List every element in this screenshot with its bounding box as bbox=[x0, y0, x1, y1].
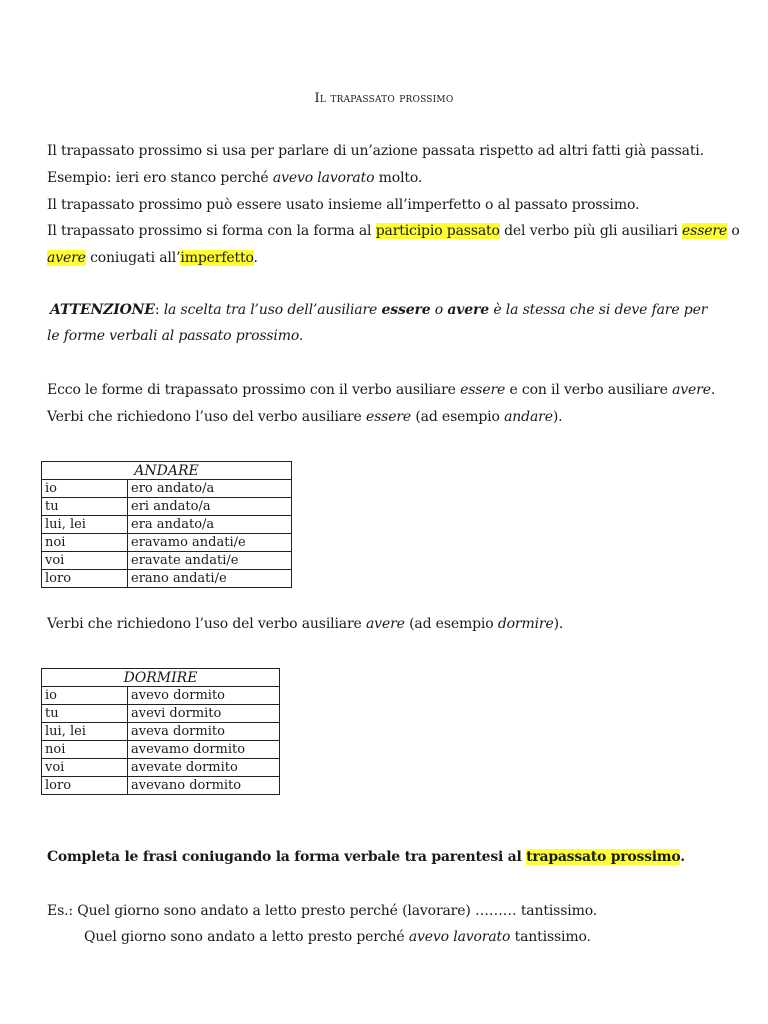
table-row: loro avevano dormito bbox=[42, 777, 280, 795]
andare-table bbox=[41, 461, 292, 588]
intro-line-1: Il trapassato prossimo si usa per parlare di un’azione passata rispetto ad altri fatti già passati. bbox=[47, 143, 704, 159]
table-row: tu avevi dormito bbox=[42, 705, 280, 723]
table-row: io avevo dormito bbox=[42, 687, 280, 705]
intro-line-3: Il trapassato prossimo può essere usato insieme all’imperfetto o al passato prossimo. bbox=[47, 197, 640, 213]
highlight-essere: essere bbox=[682, 223, 728, 239]
andare-table-header: ANDARE bbox=[42, 462, 292, 480]
table-row: loro erano andati/e bbox=[42, 570, 292, 588]
table-row: tu eri andato/a bbox=[42, 498, 292, 516]
exercise-instruction: Completa le frasi coniugando la forma verbale tra parentesi al trapassato prossimo. bbox=[47, 849, 685, 865]
highlight-trapassato: trapassato prossimo bbox=[526, 849, 681, 865]
dormire-table-header: DORMIRE bbox=[42, 669, 280, 687]
intro-line-2: Esempio: ieri ero stanco perché avevo lavorato molto. bbox=[47, 170, 423, 186]
attention-line-1: ATTENZIONE: la scelta tra l’uso dell’ausiliare essere o avere è la stessa che si deve fare per bbox=[50, 302, 708, 318]
avere-intro-line: Verbi che richiedono l’uso del verbo ausiliare avere (ad esempio dormire). bbox=[47, 616, 564, 632]
highlight-avere: avere bbox=[47, 250, 86, 266]
table-row: noi eravamo andati/e bbox=[42, 534, 292, 552]
intro-line-5: avere coniugati all’imperfetto. bbox=[47, 250, 258, 266]
table-row: io ero andato/a bbox=[42, 480, 292, 498]
forms-line-1: Ecco le forme di trapassato prossimo con il verbo ausiliare essere e con il verbo ausiliare avere. bbox=[47, 382, 716, 398]
table-row: voi eravate andati/e bbox=[42, 552, 292, 570]
table-row: voi avevate dormito bbox=[42, 759, 280, 777]
table-row: lui, lei aveva dormito bbox=[42, 723, 280, 741]
attention-line-2: le forme verbali al passato prossimo. bbox=[47, 328, 304, 344]
example-line-2: Quel giorno sono andato a letto presto perché avevo lavorato tantissimo. bbox=[84, 929, 591, 945]
forms-line-2: Verbi che richiedono l’uso del verbo ausiliare essere (ad esempio andare). bbox=[47, 409, 563, 425]
attention-label: ATTENZIONE bbox=[50, 302, 155, 318]
table-row: noi avevamo dormito bbox=[42, 741, 280, 759]
intro-line-4: Il trapassato prossimo si forma con la forma al participio passato del verbo più gli ausiliari essere o bbox=[47, 223, 740, 239]
table-header-row bbox=[42, 669, 280, 687]
table-row: lui, lei era andato/a bbox=[42, 516, 292, 534]
dormire-table bbox=[41, 668, 280, 795]
highlight-participio: participio passato bbox=[375, 223, 500, 239]
page-title: Il trapassato prossimo bbox=[314, 91, 454, 106]
highlight-imperfetto: imperfetto bbox=[180, 250, 254, 266]
example-line-1: Es.: Quel giorno sono andato a letto presto perché (lavorare) ……… tantissimo. bbox=[47, 903, 598, 919]
table-header-row bbox=[42, 462, 292, 480]
